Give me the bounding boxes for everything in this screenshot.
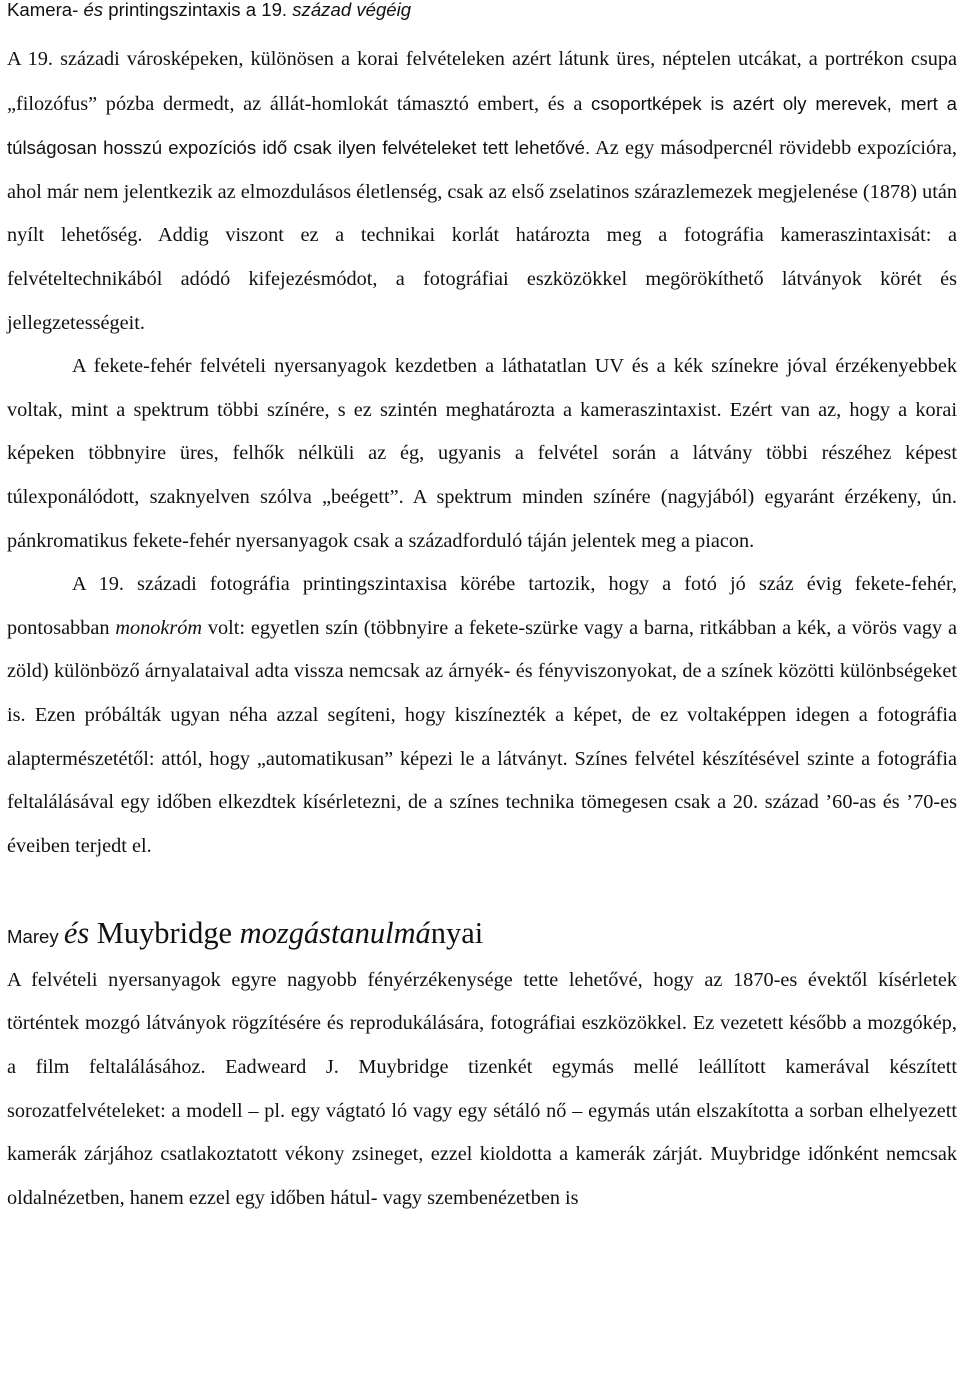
heading-text: Muybridge (89, 916, 240, 951)
heading-text-italic: század végéig (292, 0, 412, 20)
section-heading-marey (7, 912, 957, 959)
heading-text-italic: és (83, 0, 104, 20)
heading-text: printingszintaxis a 19. (103, 0, 293, 20)
paragraph-text: volt: egyetlen szín (többnyire a fekete-szürke vagy a barna, ritkábban a kék, a vörös vagy a zöld) különböző árnyalataival adta vissza nemcsak az árnyék- és fényviszonyokat, de a színek közötti különbségeket is. Ezen próbálták ugyan néha azzal segíteni, hogy kiszínezték a képet, de ez voltaképpen idegen a fotográfia alaptermészetétől: attól, hogy „automatikusan” képezi le a látványt. Színes felvétel készítésével szinte a fotográfia feltalálásával egy időben elkezdtek kísérletezni, de a színes technika tömegesen csak a 20. század ’60-as és ’70-es éveiben terjedt el. (7, 616, 957, 857)
paragraph-1 (7, 38, 957, 345)
heading-text-italic: és (63, 916, 90, 951)
heading-text: Marey (7, 926, 64, 948)
paragraph-4: A felvételi nyersanyagok egyre nagyobb fényérzékenysége tette lehetővé, hogy az 1870-es évektől kísérletek történtek mozgó látványok rögzítésére és reprodukálására, fotográfiai eszközökkel. Ez vezetett később a mozgókép, a film feltalálásához. Eadweard J. Muybridge tizenkét egymás mellé leállított kamerával készített sorozatfelvételeket: a modell – pl. egy vágtató ló vagy egy sétáló nő – egymás után elszakította a sorban elhelyezett kamerák zárjához csatlakoztatott vékony zsineget, ezzel kioldotta a kamerák zárját. Muybridge időnként nemcsak oldalnézetben, hanem ezzel egy időben hátul- vagy szembenézetben is (7, 968, 957, 1209)
paragraph-2: A fekete-fehér felvételi nyersanyagok kezdetben a láthatatlan UV és a kék színekre jóval érzékenyebbek voltak, mint a spektrum többi színére, s ez szintén meghatározta a kameraszintaxist. Ezért van az, hogy a korai képeken többnyire üres, felhők nélküli az ég, ugyanis a felvétel során a látvány többi részéhez képest túlexponálódott, szaknyelven szólva „beégett”. A spektrum minden színére (nagyjából) egyaránt érzékeny, ún. pánkromatikus fekete-fehér nyersanyagok csak a századforduló táján jelentek meg a piacon. (7, 355, 957, 552)
paragraph-text: A 19. századi városképeken, különösen a korai felvételeken azért látunk üres, néptelen utcákat, a portrékon csupa „filozófus” pózba dermedt, az állát-homlokát támasztó embert, és a (7, 48, 957, 115)
paragraph-text: A 19. századi fotográfia printingszintaxisa körébe tartozik, hogy a fotó jó száz évig fekete-fehér, pontosabban (7, 573, 957, 639)
paragraph-text: Az egy másodpercnél rövidebb expozícióra, ahol már nem jelentkezik az elmozdulásos életlenség, csak az első zselatinos szárazlemezek megjelenése (1878) után nyílt lehetőség. Addig viszont ez a technikai korlát határozta meg a fotográfia kameraszintaxisát: a felvételtechnikából adódó kifejezésmódot, a fotográfiai eszközökkel megörökíthető látványok körét és jellegzetességeit. (7, 137, 957, 334)
heading-text: nyai (430, 916, 484, 951)
section-heading-kamera (7, 0, 957, 20)
section-gap (7, 868, 957, 912)
paragraph-text-sans: csoportképek is azért oly merevek, mert a túlságosan hosszú expozíciós idő csak ilyen felvételeket tett lehetővé. (7, 92, 957, 159)
heading-text-italic: mozgástanulmá (239, 916, 431, 951)
heading-text: Kamera- (7, 0, 84, 20)
document-page (7, 0, 957, 1220)
paragraph-text-italic: monokróm (115, 616, 203, 639)
paragraph-3 (7, 563, 957, 868)
